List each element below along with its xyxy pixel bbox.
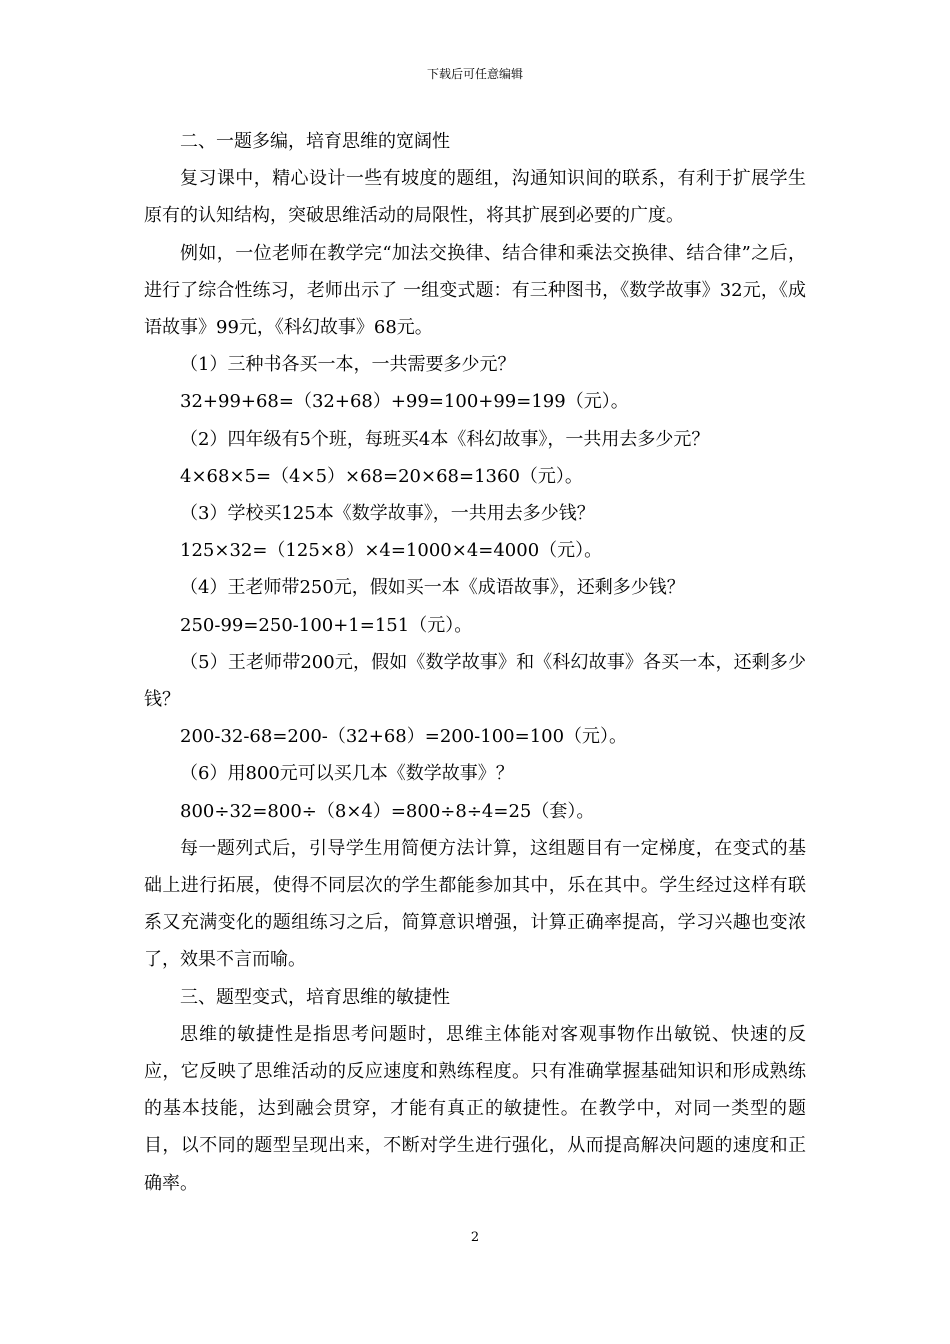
question-item: （3）学校买125本《数学故事》，一共用去多少钱？ — [180, 503, 595, 525]
equation-line: 250-99=250-100+1=151（元）。 — [180, 614, 473, 636]
question-item: （1）三种书各买一本，一共需要多少元？ — [180, 354, 516, 376]
paragraph: 思维的敏捷性是指思考问题时，思维主体能对客观事物作出敏锐、快速的反应，它反映了思维活动的反应速度和熟练程度。只有准确掌握基础知识和形成熟练的基本技能，达到融会贯穿，才能有真正的敏捷性。在教学中，对同一类型的题目，以不同的题型呈现出来，不断对学生进行强化，从而提高解决问题的速度和正确率。 — [144, 1023, 806, 1194]
paragraph: 例如，一位老师在教学完“加法交换律、结合律和乘法交换律、结合律”之后，进行了综合性练习，老师出示了 一组变式题：有三种图书，《数学故事》32元，《成语故事》99元，《科幻故事》68元。 — [144, 242, 806, 339]
paragraph: 复习课中，精心设计一些有坡度的题组，沟通知识间的联系，有利于扩展学生原有的认知结构，突破思维活动的局限性，将其扩展到必要的广度。 — [144, 168, 806, 227]
equation-line: 4×68×5=（4×5）×68=20×68=1360（元）。 — [180, 465, 583, 487]
section-heading: 二、一题多编，培育思维的宽阔性 — [180, 131, 450, 152]
document-body — [144, 123, 806, 1202]
section-heading: 三、题型变式，培育思维的敏捷性 — [180, 986, 450, 1008]
equation-line: 125×32=（125×8）×4=1000×4=4000（元）。 — [180, 540, 603, 562]
question-item: （2）四年级有5个班，每班买4本《科幻故事》，一共用去多少元？ — [180, 428, 710, 450]
page-number: 2 — [470, 1230, 480, 1245]
equation-line: 200-32-68=200-（32+68）=200-100=100（元）。 — [180, 726, 628, 748]
question-item: （6）用800元可以买几本《数学故事》？ — [180, 763, 514, 785]
equation-line: 32+99+68=（32+68）+99=100+99=199（元）。 — [180, 391, 629, 413]
question-item: （5）王老师带200元，假如《数学故事》和《科幻故事》各买一本，还剩多少钱？ — [144, 651, 806, 711]
question-item: （4）王老师带250元，假如买一本《成语故事》，还剩多少钱？ — [180, 577, 685, 599]
paragraph: 每一题列式后，引导学生用简便方法计算，这组题目有一定梯度，在变式的基础上进行拓展，使得不同层次的学生都能参加其中，乐在其中。学生经过这样有联系又充满变化的题组练习之后，简算意识增强，计算正确率提高，学习兴趣也变浓了，效果不言而喻。 — [144, 837, 806, 971]
page-header: 下载后可任意编辑 — [426, 67, 523, 81]
equation-line: 800÷32=800÷（8×4）=800÷8÷4=25（套）。 — [180, 800, 595, 822]
